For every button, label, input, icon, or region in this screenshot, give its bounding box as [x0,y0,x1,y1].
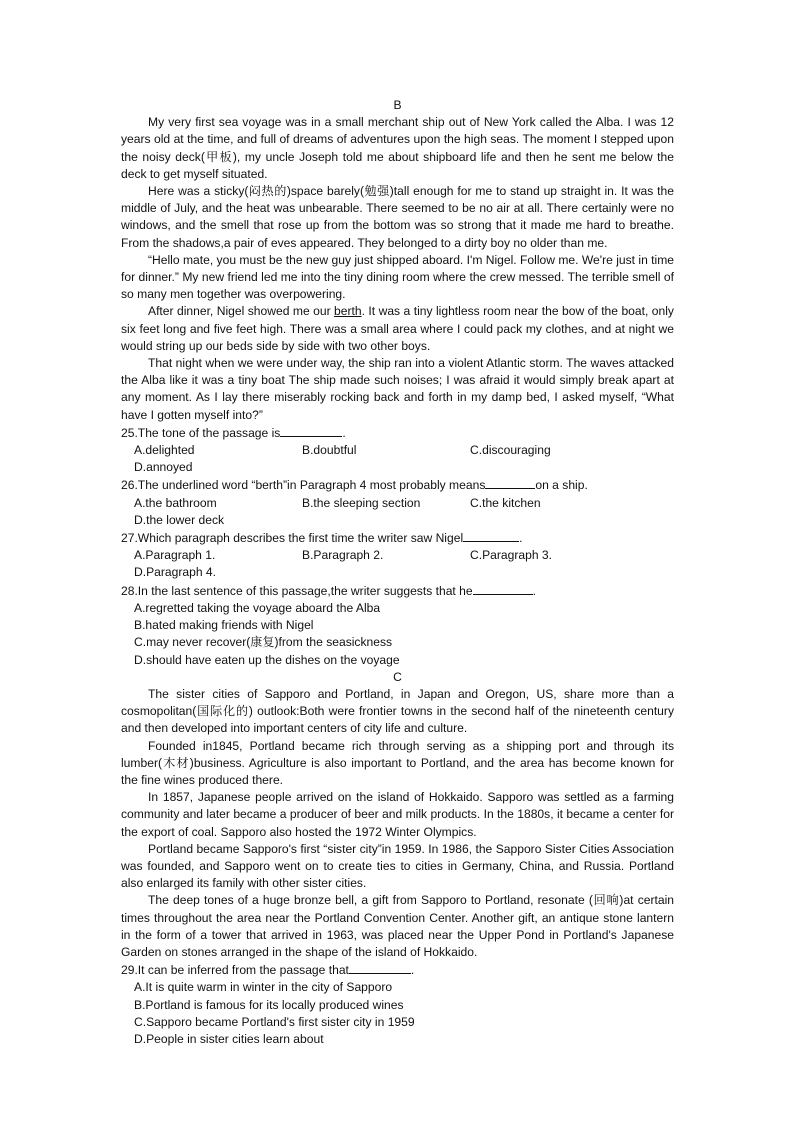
question-29: 29.It can be inferred from the passage that . [121,963,415,978]
option-c[interactable]: C.Sapporo became Portland's first sister city in 1959 [134,1014,415,1029]
option-c[interactable]: C.Paragraph 3. [470,548,553,563]
option-c[interactable]: C.may never recover(康复)from the seasickness [134,635,393,650]
section-b-label: B [393,98,402,112]
option-c[interactable]: C.discouraging [470,443,551,458]
question-27: 27.Which paragraph describes the first time the writer saw Nigel . [121,531,523,546]
passage-b-paragraph-2: Here was a sticky(闷热的)space barely(勉强)tall enough for me to stand up straight in. It was the middle of July, and the heat was unbearable. There seemed to be no air at all. There certainly were no windows, and the smell that rose up from the bottom was so strong that it made me hard to breathe. From the shadows,a pair of eves appeared. They belonged to a dirty boy no older than me. [121,184,674,250]
option-a[interactable]: A.Paragraph 1. [134,548,216,563]
question-25: 25.The tone of the passage is . [121,425,346,440]
passage-b-paragraph-5: That night when we were under way, the ship ran into a violent Atlantic storm. The waves attacked the Alba like it was a tiny boat The ship made such noises; I was afraid it would simply break apart at any moment. As I lay there miserably rocking back and forth in my damp bed, I asked myself, “What have I gotten myself into?” [121,356,674,422]
option-a[interactable]: A.It is quite warm in winter in the city of Sapporo [134,980,393,995]
question-26: 26.The underlined word “berth”in Paragraph 4 most probably means on a ship. [121,478,588,493]
passage-c-paragraph-5: The deep tones of a huge bronze bell, a gift from Sapporo to Portland, resonate (回响)at certain times throughout the area near the Portland Convention Center. Another gift, an antique stone lantern in the form of a tower that arrived in 1963, was placed near the Upper Pond in Portland's Japanese Garden on stones arranged in the shape of the island of Hokkaido. [121,893,674,959]
option-b[interactable]: B.doubtful [302,443,357,458]
passage-b-paragraph-1: My very first sea voyage was in a small merchant ship out of New York called the Alba. I was 12 years old at the time, and full of dreams of adventures upon the high seas. The moment I stepped upon the noisy deck(甲板), my uncle Joseph told me about shipboard life and then he sent me below the deck to get myself situated. [121,115,674,181]
passage-c-paragraph-1: The sister cities of Sapporo and Portland, in Japan and Oregon, US, share more than a cosmopolitan(国际化的) outlook:Both were frontier towns in the second half of the nineteenth century and then developed into important centers of city life and culture. [121,686,674,736]
option-a[interactable]: A.regretted taking the voyage aboard the Alba [134,600,381,615]
passage-c-paragraph-2: Founded in1845, Portland became rich through serving as a shipping port and through its lumber(木材)business. Agriculture is also important to Portland, and the area has become known for the fine wines produced there. [121,738,674,787]
section-c-label: C [393,669,402,684]
exam-page [121,97,674,1048]
question-26-options [121,495,674,529]
answer-blank[interactable] [280,424,342,437]
answer-blank[interactable] [473,582,533,595]
question-29-options [121,979,674,1048]
option-c[interactable]: C.the kitchen [470,495,541,510]
option-b[interactable]: B.hated making friends with Nigel [134,618,314,633]
passage-c-paragraph-3: In 1857, Japanese people arrived on the island of Hokkaido. Sapporo was settled as a farming community and later became a producer of beer and milk products. In the 1880s, it became a center for the export of coal. Sapporo also hosted the 1972 Winter Olympics. [121,790,674,839]
option-d[interactable]: D.Paragraph 4. [134,565,217,580]
option-a[interactable]: A.delighted [134,443,195,458]
underlined-word-berth: berth [334,304,362,319]
question-27-options [121,547,674,581]
question-28-options [121,600,674,669]
answer-blank[interactable] [349,961,411,974]
option-d[interactable]: D.People in sister cities learn about [134,1031,324,1046]
option-a[interactable]: A.the bathroom [134,495,217,510]
answer-blank[interactable] [485,476,535,489]
option-b[interactable]: B.Paragraph 2. [302,548,384,563]
passage-b-paragraph-3: “Hello mate, you must be the new guy just shipped aboard. I'm Nigel. Follow me. We're just in time for dinner.” My new friend led me into the tiny dining room where the crew messed. The terrible smell of so many men together was overpowering. [121,252,675,302]
question-28: 28.In the last sentence of this passage,the writer suggests that he . [121,583,536,598]
question-25-options [121,442,674,476]
option-d[interactable]: D.should have eaten up the dishes on the voyage [134,652,400,667]
option-d[interactable]: D.annoyed [134,460,193,475]
option-d[interactable]: D.the lower deck [134,512,225,527]
answer-blank[interactable] [463,529,519,542]
passage-b-paragraph-4: After dinner, Nigel showed me our berth. It was a tiny lightless room near the bow of the boat, only six feet long and five feet high. There was a small area where I could pack my clothes, and at night we would string up our beds side by side with two other boys. [121,304,674,353]
passage-c-paragraph-4: Portland became Sapporo's first “sister city”in 1959. In 1986, the Sapporo Sister Cities Association was founded, and Sapporo went on to create ties to cities in Germany, China, and Russia. Portland also enlarged its family with other sister cities. [121,841,674,891]
option-b[interactable]: B.the sleeping section [302,495,421,510]
option-b[interactable]: B.Portland is famous for its locally produced wines [134,997,404,1012]
